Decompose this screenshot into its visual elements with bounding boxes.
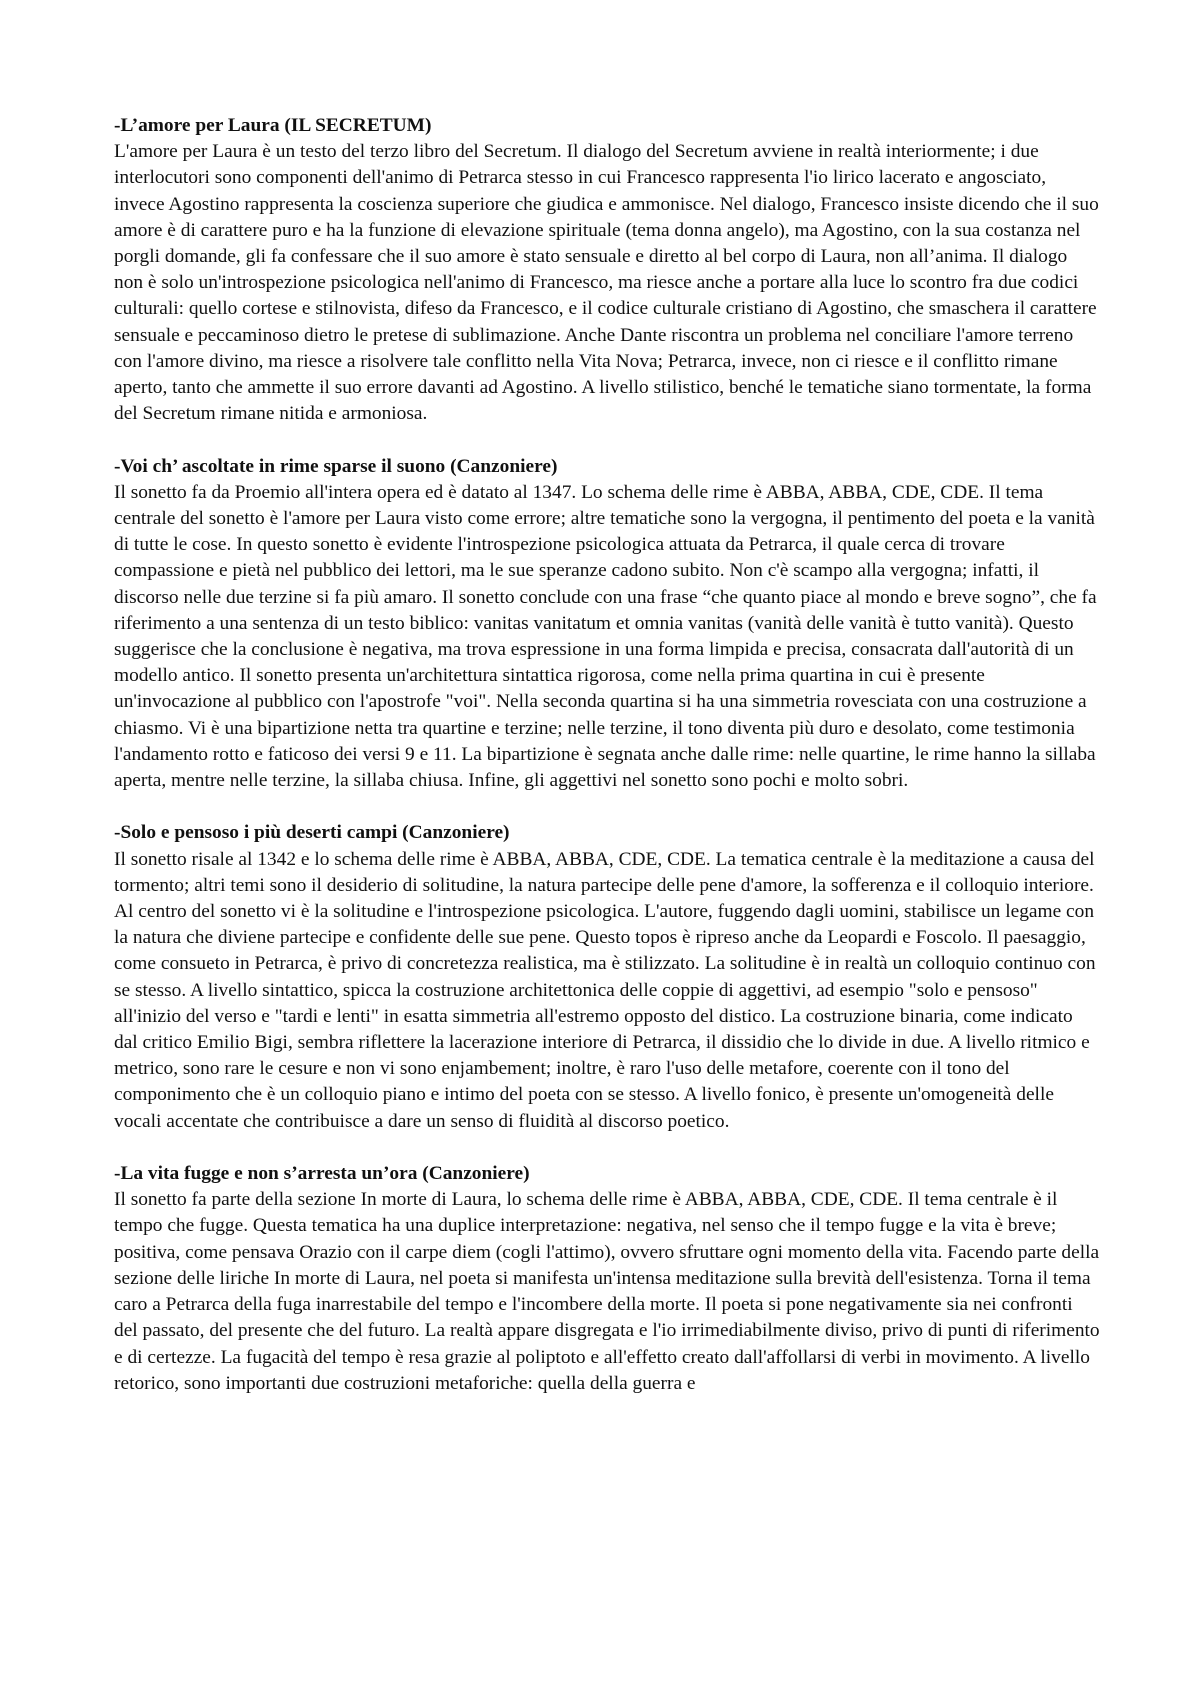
section-paragraph: Il sonetto fa parte della sezione In morte di Laura, lo schema delle rime è ABBA, ABBA, CDE, CDE. Il tema centrale è il tempo che fugge. Questa tematica ha una duplice interpretazione: negativa, nel senso che il tempo fugge e la vita è breve; positiva, come pensava Orazio con il carpe diem (cogli l'attimo), ovvero sfruttare ogni momento della vita. Facendo parte della sezione delle liriche In morte di Laura, nel poeta si manifesta un'intensa meditazione sulla brevità dell'esistenza. Torna il tema caro a Petrarca della fuga inarrestabile del tempo e l'incombere della morte. Il poeta si pone negativamente sia nei confronti del passato, del presente che del futuro. La realtà appare disgregata e l'io irrimediabilmente diviso, privo di punti di riferimento e di certezze. La fugacità del tempo è resa grazie al poliptoto e all'effetto creato dall'affollarsi di verbi in movimento. A livello retorico, sono importanti due costruzioni metaforiche: quella della guerra e xyxy=(114,1189,1100,1394)
section-heading: -Voi ch’ ascoltate in rime sparse il suono (Canzoniere) xyxy=(114,455,558,477)
section-paragraph: L'amore per Laura è un testo del terzo libro del Secretum. Il dialogo del Secretum avviene in realtà interiormente; i due interlocutori sono componenti dell'animo di Petrarca stesso in cui Francesco rappresenta l'io lirico lacerato e angosciato, invece Agostino rappresenta la coscienza superiore che giudica e ammonisce. Nel dialogo, Francesco insiste dicendo che il suo amore è di carattere puro e ha la funzione di elevazione spirituale (tema donna angelo), ma Agostino, con la sua costanza nel porgli domande, gli fa confessare che il suo amore è stato sensuale e diretto al bel corpo di Laura, non all’anima. Il dialogo non è solo un'introspezione psicologica nell'animo di Francesco, ma riesce anche a portare alla luce lo scontro fra due codici culturali: quello cortese e stilnovista, difeso da Francesco, e il codice culturale cristiano di Agostino, che smaschera il carattere sensuale e peccaminoso dietro le pretese di sublimazione. Anche Dante riscontra un problema nel conciliare l'amore terreno con l'amore divino, ma riesce a risolvere tale conflitto nella Vita Nova; Petrarca, invece, non ci riesce e il conflitto rimane aperto, tanto che ammette il suo errore davanti ad Agostino. A livello stilistico, benché le tematiche siano tormentate, la forma del Secretum rimane nitida e armoniosa. xyxy=(114,141,1099,425)
section-paragraph: Il sonetto fa da Proemio all'intera opera ed è datato al 1347. Lo schema delle rime è ABBA, ABBA, CDE, CDE. Il tema centrale del sonetto è l'amore per Laura visto come errore; altre tematiche sono la vergogna, il pentimento del poeta e la vanità di tutte le cose. In questo sonetto è evidente l'introspezione psicologica attuata da Petrarca, il quale cerca di trovare compassione e pietà nel pubblico dei lettori, ma le sue speranze cadono subito. Non c'è scampo alla vergogna; infatti, il discorso nelle due terzine si fa più amaro. Il sonetto conclude con una frase “che quanto piace al mondo e breve sogno”, che fa riferimento a una sentenza di un testo biblico: vanitas vanitatum et omnia vanitas (vanità delle vanità è tutto vanità). Questo suggerisce che la conclusione è negativa, ma trova espressione in una forma limpida e precisa, consacrata dall'autorità di un modello antico. Il sonetto presenta un'architettura sintattica rigorosa, come nella prima quartina in cui è presente un'invocazione al pubblico con l'apostrofe "voi". Nella seconda quartina si ha una simmetria rovesciata con una costruzione a chiasmo. Vi è una bipartizione netta tra quartine e terzine; nelle terzine, il tono diventa più duro e desolato, come testimonia l'andamento rotto e faticoso dei versi 9 e 11. La bipartizione è segnata anche dalle rime: nelle quartine, le rime hanno la sillaba aperta, mentre nelle terzine, la sillaba chiusa. Infine, gli aggettivi nel sonetto sono pochi e molto sobri. xyxy=(114,481,1097,792)
section-voi-ch-ascoltate xyxy=(114,454,1100,795)
section-la-vita-fugge xyxy=(114,1161,1100,1397)
section-heading: -L’amore per Laura (IL SECRETUM) xyxy=(114,115,432,136)
section-solo-e-pensoso xyxy=(114,820,1100,1134)
section-secretum xyxy=(114,113,1100,427)
section-heading: -La vita fugge e non s’arresta un’ora (Canzoniere) xyxy=(114,1163,530,1185)
section-heading: -Solo e pensoso i più deserti campi (Canzoniere) xyxy=(114,822,510,844)
section-paragraph: Il sonetto risale al 1342 e lo schema delle rime è ABBA, ABBA, CDE, CDE. La tematica centrale è la meditazione a causa del tormento; altri temi sono il desiderio di solitudine, la natura partecipe delle pene d'amore, la sofferenza e il colloquio interiore. Al centro del sonetto vi è la solitudine e l'introspezione psicologica. L'autore, fuggendo dagli uomini, stabilisce un legame con la natura che diviene partecipe e confidente delle sue pene. Questo topos è ripreso anche da Leopardi e Foscolo. Il paesaggio, come consueto in Petrarca, è privo di concretezza realistica, ma è stilizzato. La solitudine è in realtà un colloquio continuo con se stesso. A livello sintattico, spicca la costruzione architettonica delle coppie di aggettivi, ad esempio "solo e pensoso" all'inizio del verso e "tardi e lenti" in esatta simmetria all'estremo opposto del distico. La costruzione binaria, come indicato dal critico Emilio Bigi, sembra riflettere la lacerazione interiore di Petrarca, il dissidio che lo divide in due. A livello ritmico e metrico, sono rare le cesure e non vi sono enjambement; inoltre, è raro l'uso delle metafore, coerente con il tono del componimento che è un colloquio piano e intimo del poeta con se stesso. A livello fonico, è presente un'omogeneità delle vocali accentate che contribuisce a dare un senso di fluidità al discorso poetico. xyxy=(114,848,1096,1132)
